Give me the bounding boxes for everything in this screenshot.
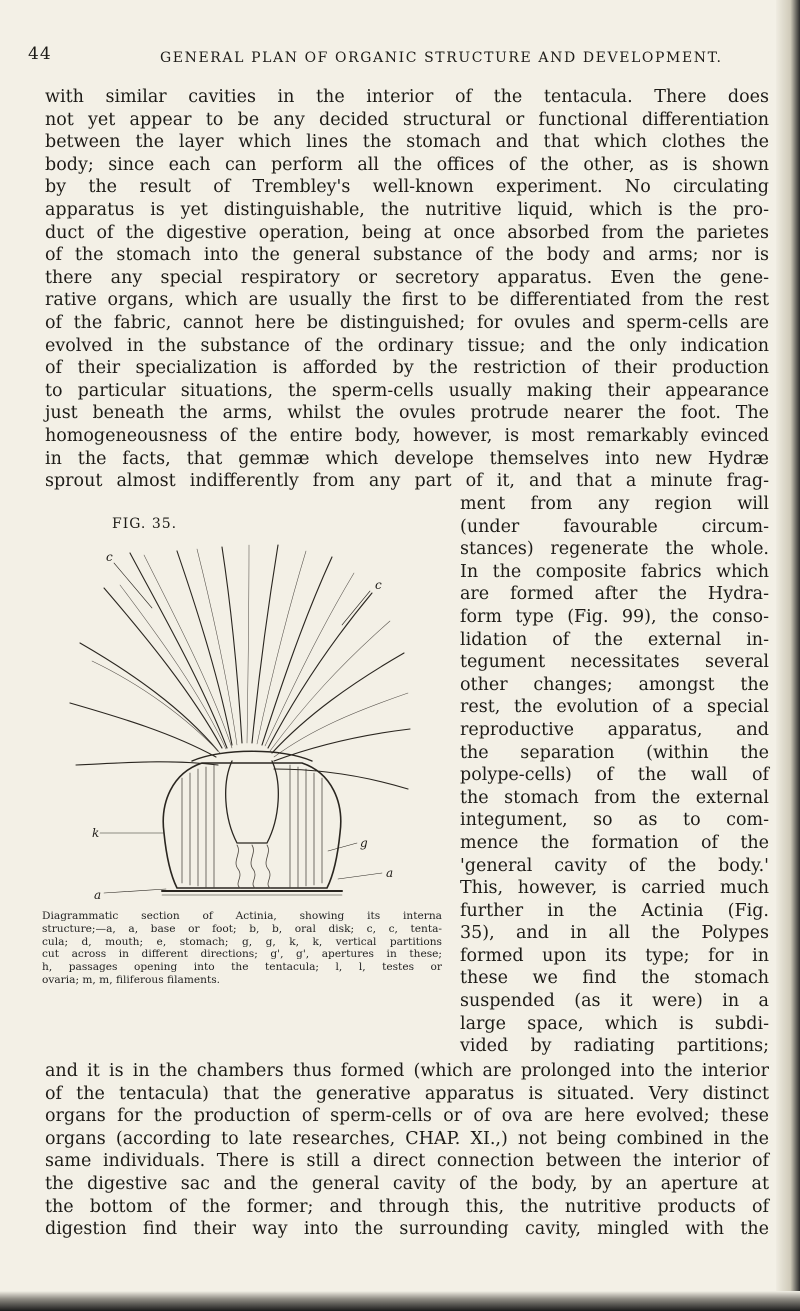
- text-line: ment from any region will: [460, 494, 769, 514]
- text-line: digestion find their way into the surrounding cavity, mingled with the: [45, 1219, 769, 1240]
- text-line: of the tentacula) that the generative apparatus is situated. Very distinct: [45, 1083, 769, 1104]
- figure-letter-c: c: [106, 550, 113, 564]
- text-line: further in the Actinia (Fig.: [460, 900, 769, 921]
- text-line: in the facts, that gemmæ which develope themselves into new Hydræ: [45, 448, 769, 469]
- actinia-section-illustration: [42, 533, 442, 903]
- body-text-bottom: [45, 1060, 769, 1241]
- text-line: form type (Fig. 99), the conso-: [460, 606, 769, 627]
- text-line: stances) regenerate the whole.: [460, 539, 769, 560]
- caption-line: cula; d, mouth; e, stomach; g, g, k, k, vertical partitions: [42, 935, 442, 948]
- text-line: 'general cavity of the body.': [460, 855, 769, 876]
- body-text-top: [45, 86, 769, 493]
- text-line: with similar cavities in the interior of the tentacula. There does: [45, 87, 769, 107]
- text-line: lidation of the external in-: [460, 629, 769, 650]
- text-line: are formed after the Hydra-: [460, 584, 769, 605]
- caption-line: h, passages opening into the tentacula; l, l, testes or: [42, 961, 442, 974]
- text-line: mence the formation of the: [460, 832, 769, 853]
- text-line: these we find the stomach: [460, 968, 769, 989]
- text-line: organs for the production of sperm-cells or of ova are here evolved; these: [45, 1106, 769, 1127]
- text-line: rest, the evolution of a special: [460, 697, 769, 718]
- figure-letter-a: a: [94, 888, 102, 902]
- figure-letter-k: k: [92, 826, 100, 840]
- caption-line: ovaria; m, m, filiferous filaments.: [42, 973, 221, 986]
- page-edge-shadow: [776, 0, 800, 1311]
- page-number: 44: [28, 44, 52, 64]
- text-line: by the result of Trembley's well-known experiment. No circulating: [45, 177, 769, 198]
- text-line: not yet appear to be any decided structural or functional differentiation: [45, 109, 769, 130]
- text-line: the digestive sac and the general cavity of the body, by an aperture at: [45, 1173, 769, 1194]
- text-line: polype-cells) of the wall of: [460, 765, 769, 786]
- figure-letter-a: a: [386, 866, 394, 880]
- text-line: reproductive apparatus, and: [460, 719, 769, 740]
- text-line: the separation (within the: [460, 742, 769, 763]
- text-line: just beneath the arms, whilst the ovules protrude nearer the foot. The: [45, 403, 769, 424]
- text-line: of their specialization is afforded by the restriction of their production: [45, 358, 769, 379]
- text-line: to particular situations, the sperm-cells usually making their appearance: [45, 380, 769, 401]
- text-line: the stomach from the external: [460, 787, 769, 808]
- figure-letter-g: g: [360, 836, 368, 850]
- text-line: duct of the digestive operation, being at once absorbed from the parietes: [45, 222, 769, 243]
- text-line: of the stomach into the general substance of the body and arms; nor is: [45, 245, 769, 266]
- figure-label: FIG. 35.: [112, 516, 178, 532]
- text-line: integument, so as to com-: [460, 810, 769, 831]
- page-bottom-shadow: [0, 1291, 800, 1311]
- text-line: same individuals. There is still a direct connection between the interior of: [45, 1151, 769, 1172]
- figure-letter-c: c: [375, 578, 382, 592]
- text-line: homogeneousness of the entire body, however, is most remarkably evinced: [45, 425, 769, 446]
- text-line: suspended (as it were) in a: [460, 991, 769, 1012]
- text-line: sprout almost indifferently from any part of it, and that a minute frag-: [45, 471, 769, 492]
- text-line: between the layer which lines the stomach and that which clothes the: [45, 132, 769, 153]
- text-line: This, however, is carried much: [460, 878, 769, 899]
- body-text-right-column: [460, 493, 769, 1058]
- caption-line: structure;—a, a, base or foot; b, b, oral disk; c, c, tenta-: [42, 922, 442, 935]
- text-line: vided by radiating partitions;: [460, 1036, 769, 1057]
- text-line: body; since each can perform all the offices of the other, as is shown: [45, 154, 769, 175]
- text-line: there any special respiratory or secretory apparatus. Even the gene-: [45, 267, 769, 288]
- text-line: 35), and in all the Polypes: [460, 923, 769, 944]
- text-line: and it is in the chambers thus formed (which are prolonged into the interior: [45, 1061, 769, 1081]
- text-line: organs (according to late researches, CHAP. XI.,) not being combined in the: [45, 1128, 769, 1149]
- text-line: In the composite fabrics which: [460, 561, 769, 582]
- figure-caption: [42, 910, 442, 987]
- text-line: apparatus is yet distinguishable, the nutritive liquid, which is the pro-: [45, 199, 769, 220]
- running-head: GENERAL PLAN OF ORGANIC STRUCTURE AND DEVELOPMENT.: [160, 50, 723, 66]
- text-line: formed upon its type; for in: [460, 945, 769, 966]
- text-line: rative organs, which are usually the first to be differentiated from the rest: [45, 290, 769, 311]
- text-line: (under favourable circum-: [460, 516, 769, 537]
- text-line: of the fabric, cannot here be distinguished; for ovules and sperm-cells are: [45, 312, 769, 333]
- text-line: other changes; amongst the: [460, 674, 769, 695]
- text-line: evolved in the substance of the ordinary tissue; and the only indication: [45, 335, 769, 356]
- caption-line: Diagrammatic section of Actinia, showing its interna: [42, 910, 442, 922]
- caption-line: cut across in different directions; g', g', apertures in these;: [42, 948, 442, 961]
- text-line: tegument necessitates several: [460, 652, 769, 673]
- text-line: the bottom of the former; and through this, the nutritive products of: [45, 1196, 769, 1217]
- text-line: large space, which is subdi-: [460, 1013, 769, 1034]
